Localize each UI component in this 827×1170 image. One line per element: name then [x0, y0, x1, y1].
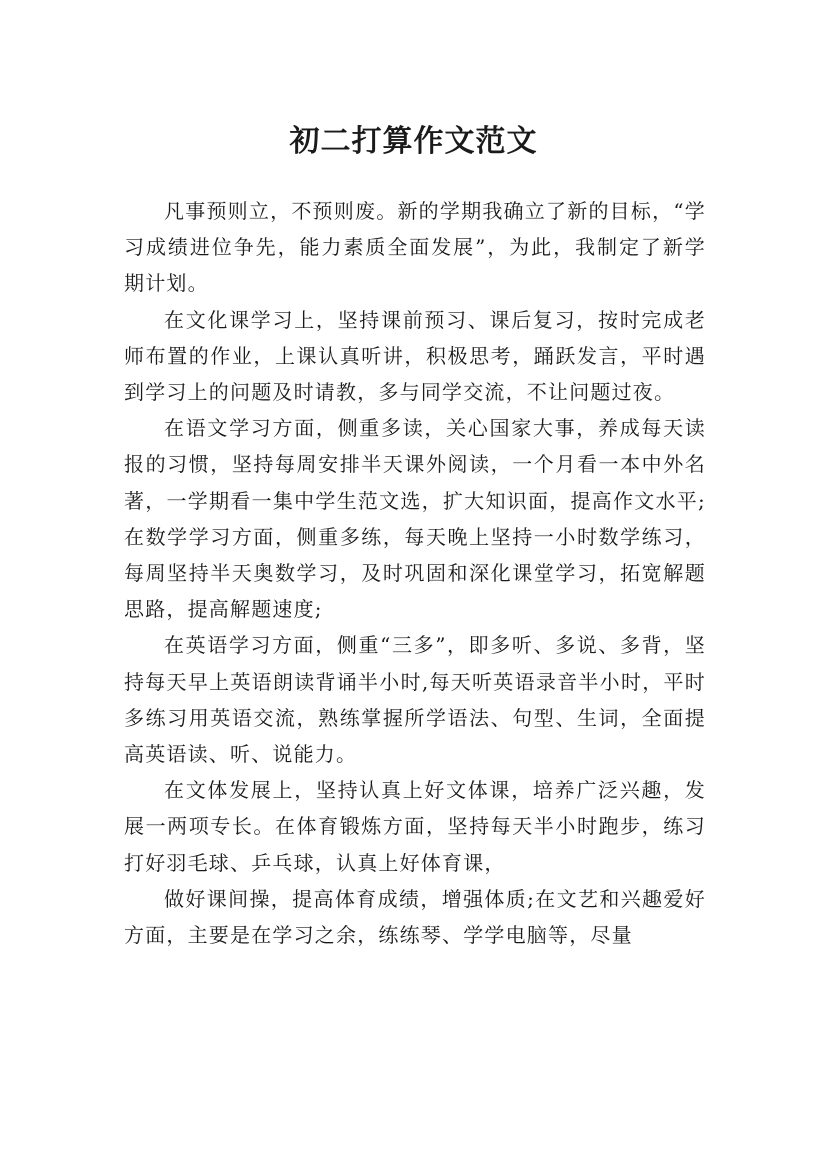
paragraph: 凡事预则立，不预则废。新的学期我确立了新的目标，“学习成绩进位争先，能力素质全面发展”，为此，我制定了新学期计划。 [124, 199, 706, 296]
paragraph: 在英语学习方面，侧重“三多”，即多听、多说、多背，坚持每天早上英语朗读背诵半小时,每天听英语录音半小时，平时多练习用英语交流，熟练掌握所学语法、句型、生词，全面提高英语读、听、说能力。 [124, 633, 706, 767]
paragraph: 在语文学习方面，侧重多读，关心国家大事，养成每天读报的习惯，坚持每周安排半天课外阅读，一个月看一本中外名著，一学期看一集中学生范文选，扩大知识面，提高作文水平;在数学学习方面，侧重多练，每天晚上坚持一小时数学练习，每周坚持半天奥数学习，及时巩固和深化课堂学习，拓宽解题思路，提高解题速度; [124, 416, 706, 622]
document-title: 初二打算作文范文 [289, 124, 538, 160]
paragraph: 做好课间操，提高体育成绩，增强体质;在文艺和兴趣爱好方面，主要是在学习之余，练练琴、学学电脑等，尽量 [124, 886, 706, 948]
document-body [124, 193, 706, 953]
paragraph: 在文体发展上，坚持认真上好文体课，培养广泛兴趣，发展一两项专长。在体育锻炼方面，坚持每天半小时跑步，练习打好羽毛球、乒乓球，认真上好体育课， [124, 778, 706, 875]
paragraph: 在文化课学习上，坚持课前预习、课后复习，按时完成老师布置的作业，上课认真听讲，积极思考，踊跃发言，平时遇到学习上的问题及时请教，多与同学交流，不让问题过夜。 [124, 307, 706, 405]
